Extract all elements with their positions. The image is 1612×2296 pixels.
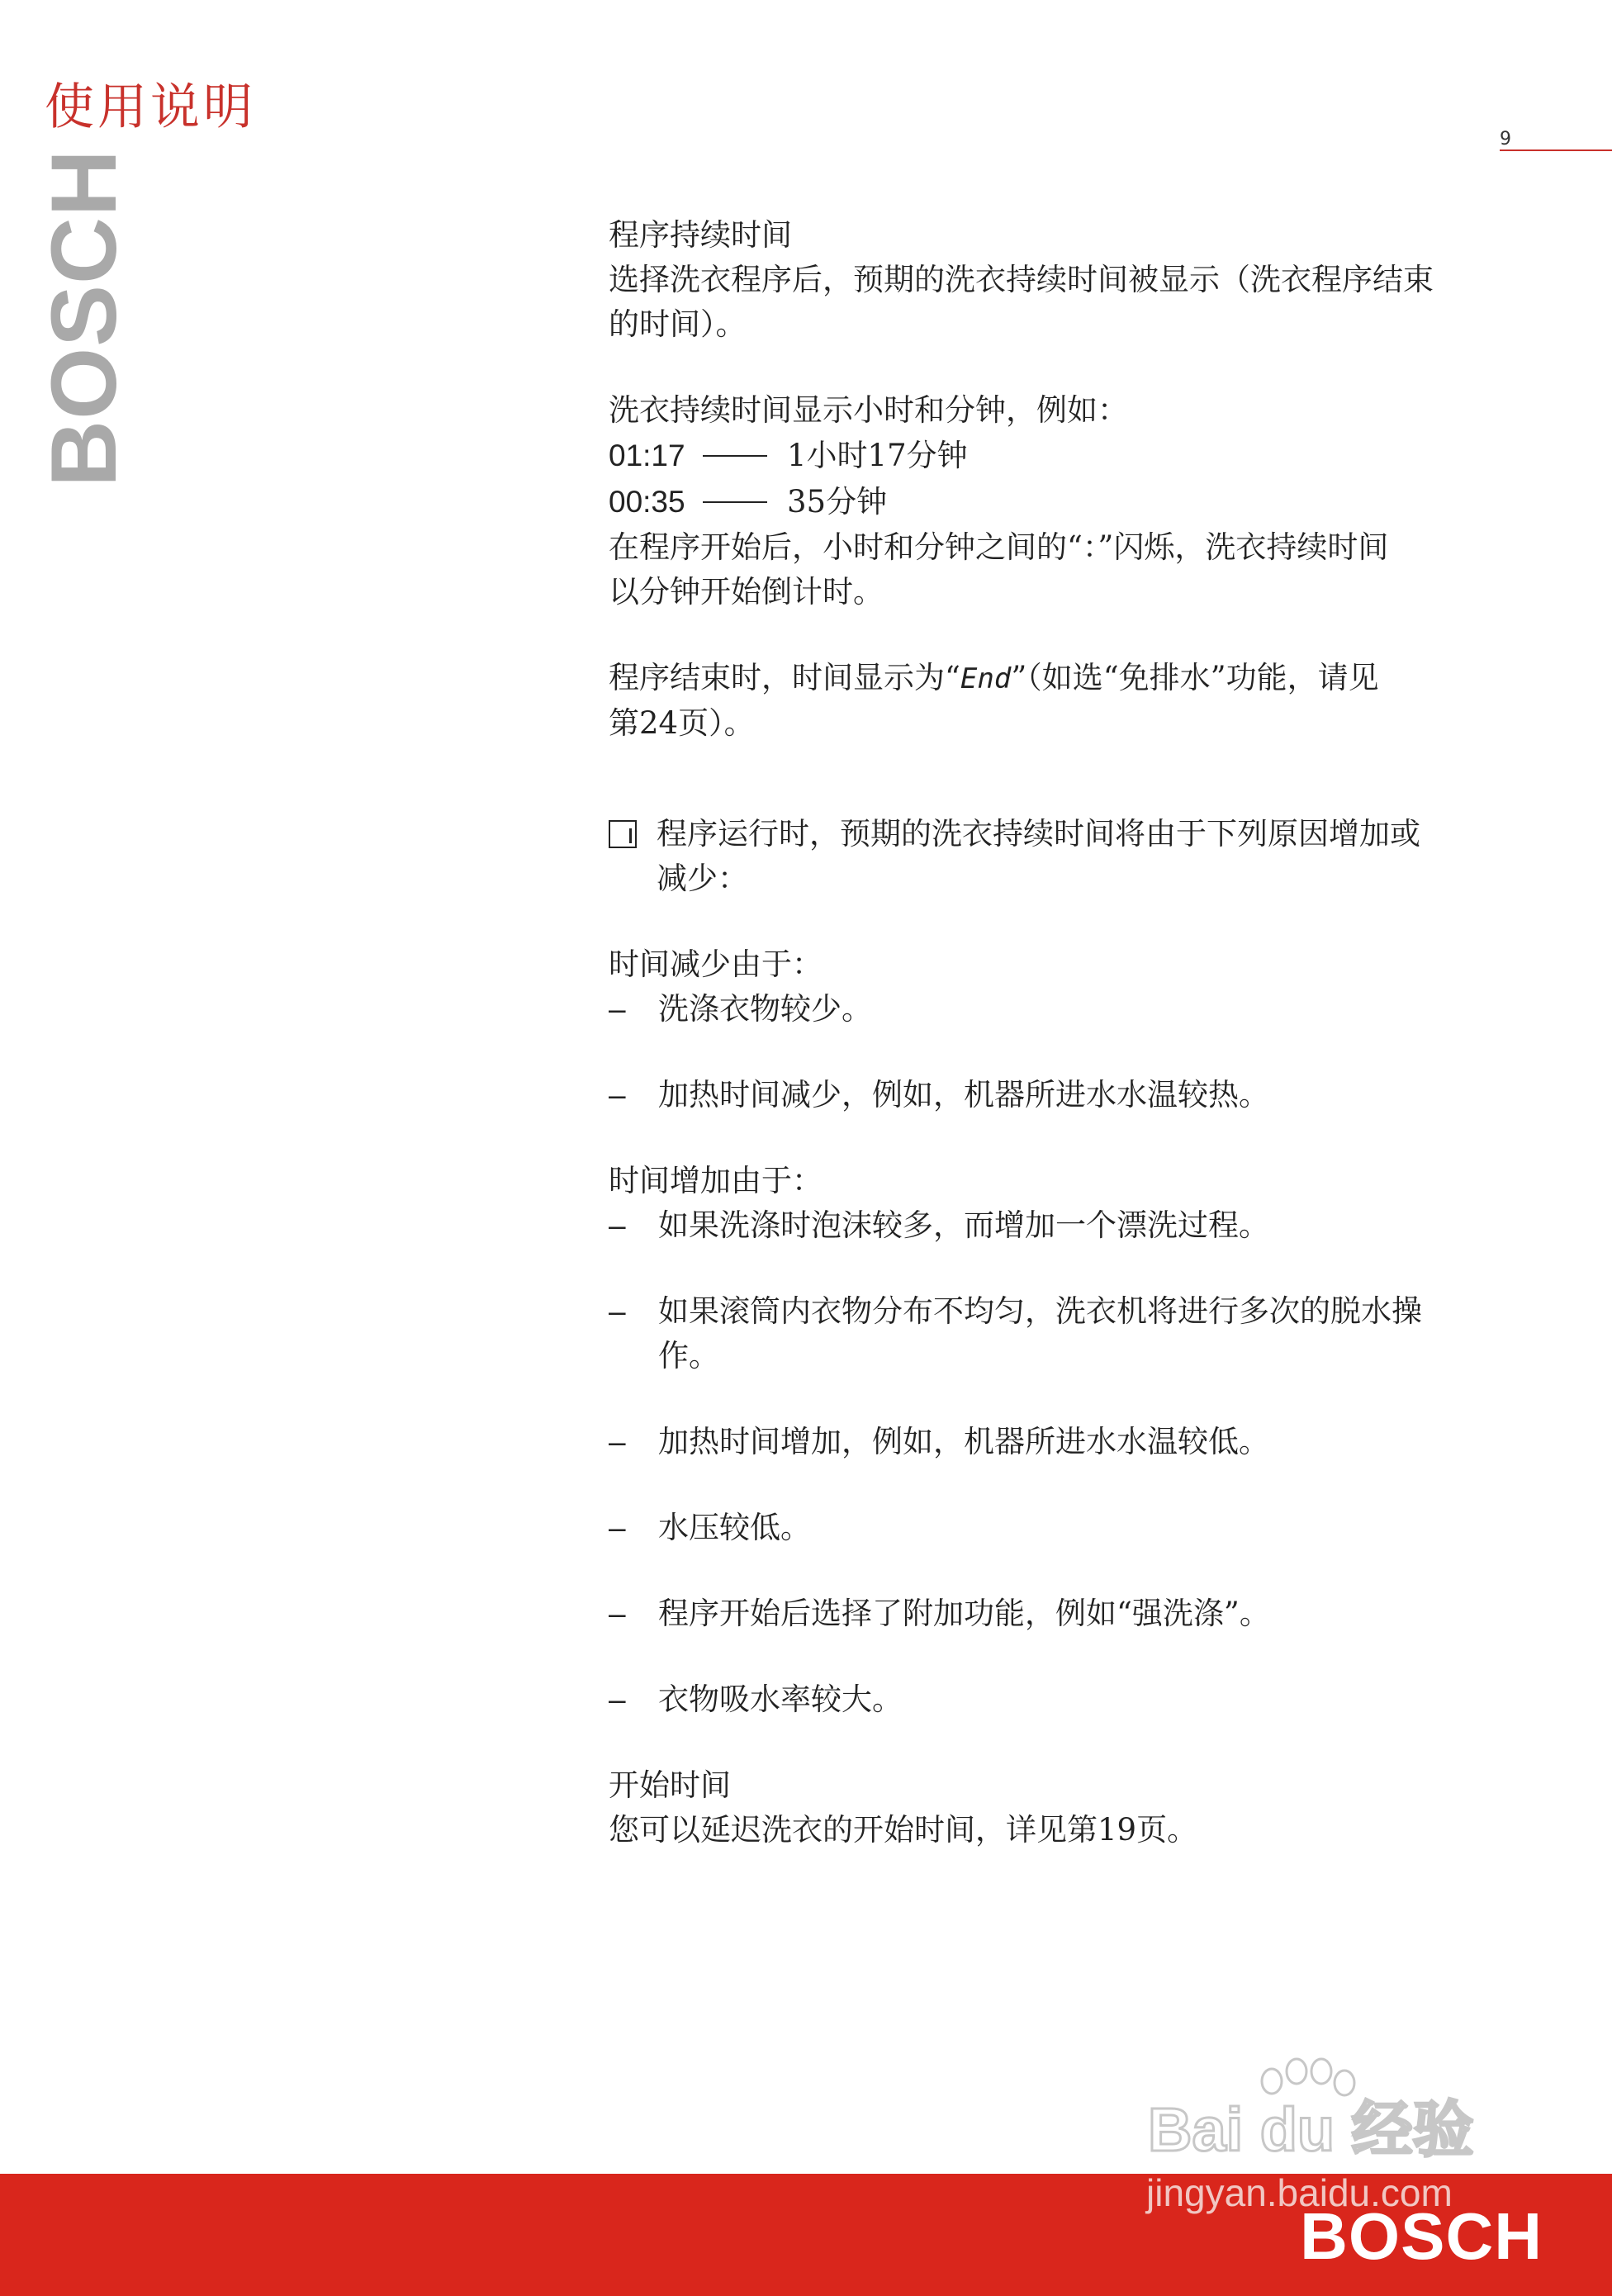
bullet-dash: – bbox=[609, 1511, 626, 1544]
bullet-dash: – bbox=[609, 1078, 626, 1112]
watermark-brand: Bai du 经验 bbox=[1148, 2095, 1474, 2164]
decrease-heading: 时间减少由于： bbox=[609, 946, 823, 982]
increase-heading: 时间增加由于： bbox=[609, 1163, 823, 1198]
em-dash-line bbox=[703, 501, 767, 503]
list-item-text: 如果滚筒内衣物分布不均匀，洗衣机将进行多次的脱水操作。 bbox=[658, 1293, 1422, 1373]
list-item bbox=[609, 1073, 1509, 1117]
bullet-dash: – bbox=[609, 1294, 626, 1328]
list-item-text: 程序开始后选择了附加功能，例如“强洗涤”。 bbox=[658, 1596, 1270, 1631]
example-description: 1小时17分钟 bbox=[787, 438, 968, 473]
side-brand-logo: BOSCH bbox=[32, 149, 135, 487]
info-icon bbox=[609, 820, 637, 848]
countdown-line1: 在程序开始后，小时和分钟之间的“：”闪烁，洗衣持续时间 bbox=[609, 529, 1389, 565]
bullet-dash: – bbox=[609, 1682, 626, 1716]
list-item bbox=[609, 1677, 1509, 1722]
bullet-dash: – bbox=[609, 992, 626, 1026]
time-example-1 bbox=[609, 433, 1509, 479]
time-example-2 bbox=[609, 479, 1509, 525]
list-item bbox=[609, 1203, 1509, 1248]
page-title: 使用说明 bbox=[45, 78, 256, 136]
page-number: 9 bbox=[1500, 129, 1511, 149]
page-number-rule bbox=[1500, 149, 1612, 151]
list-item-text: 如果洗涤时泡沫较多，而增加一个漂洗过程。 bbox=[658, 1207, 1269, 1243]
example-time: 01:17 bbox=[609, 439, 685, 472]
watermark-url: jingyan.baidu.com bbox=[1146, 2171, 1453, 2214]
main-content bbox=[609, 213, 1509, 1852]
footer-brand-logo: BOSCH bbox=[1300, 2199, 1543, 2273]
end-suffix: ”（如选“免排水”功能，请见 bbox=[1011, 660, 1379, 695]
countdown-line2: 以分钟开始倒计时。 bbox=[609, 574, 884, 610]
list-item-text: 衣物吸水率较大。 bbox=[658, 1682, 903, 1717]
list-item bbox=[609, 1420, 1509, 1464]
end-paragraph bbox=[609, 656, 1509, 701]
list-item-text: 加热时间增加，例如，机器所进水水温较低。 bbox=[658, 1424, 1269, 1459]
note-line1: 程序运行时，预期的洗衣持续时间将由于下列原因增加或 bbox=[657, 816, 1420, 852]
list-item bbox=[609, 1592, 1509, 1636]
bullet-dash: – bbox=[609, 1425, 626, 1459]
bullet-dash: – bbox=[609, 1596, 626, 1630]
list-item bbox=[609, 1289, 1509, 1378]
start-time-heading: 开始时间 bbox=[609, 1767, 731, 1803]
info-note bbox=[609, 812, 1509, 901]
list-item-text: 加热时间减少，例如，机器所进水水温较热。 bbox=[658, 1077, 1269, 1112]
watermark bbox=[1140, 2056, 1528, 2180]
format-intro: 洗衣持续时间显示小时和分钟，例如： bbox=[609, 392, 1128, 428]
example-description: 35分钟 bbox=[787, 484, 888, 519]
list-item-text: 洗涤衣物较少。 bbox=[658, 991, 872, 1027]
duration-paragraph-line1: 选择洗衣程序后，预期的洗衣持续时间被显示（洗衣程序结束 bbox=[609, 262, 1434, 297]
list-item bbox=[609, 1506, 1509, 1550]
example-time: 00:35 bbox=[609, 485, 685, 519]
start-time-text: 您可以延迟洗衣的开始时间，详见第19页。 bbox=[609, 1812, 1198, 1848]
bullet-dash: – bbox=[609, 1208, 626, 1242]
list-item bbox=[609, 987, 1509, 1032]
end-prefix: 程序结束时，时间显示为“ bbox=[609, 660, 960, 695]
note-line2: 减少： bbox=[657, 861, 748, 896]
duration-heading: 程序持续时间 bbox=[609, 217, 792, 253]
em-dash-line bbox=[703, 455, 767, 457]
end-display-text: End bbox=[960, 662, 1012, 695]
end-paragraph-line2: 第24页）。 bbox=[609, 705, 755, 741]
list-item-text: 水压较低。 bbox=[658, 1510, 811, 1545]
duration-paragraph-line2: 的时间）。 bbox=[609, 306, 747, 342]
